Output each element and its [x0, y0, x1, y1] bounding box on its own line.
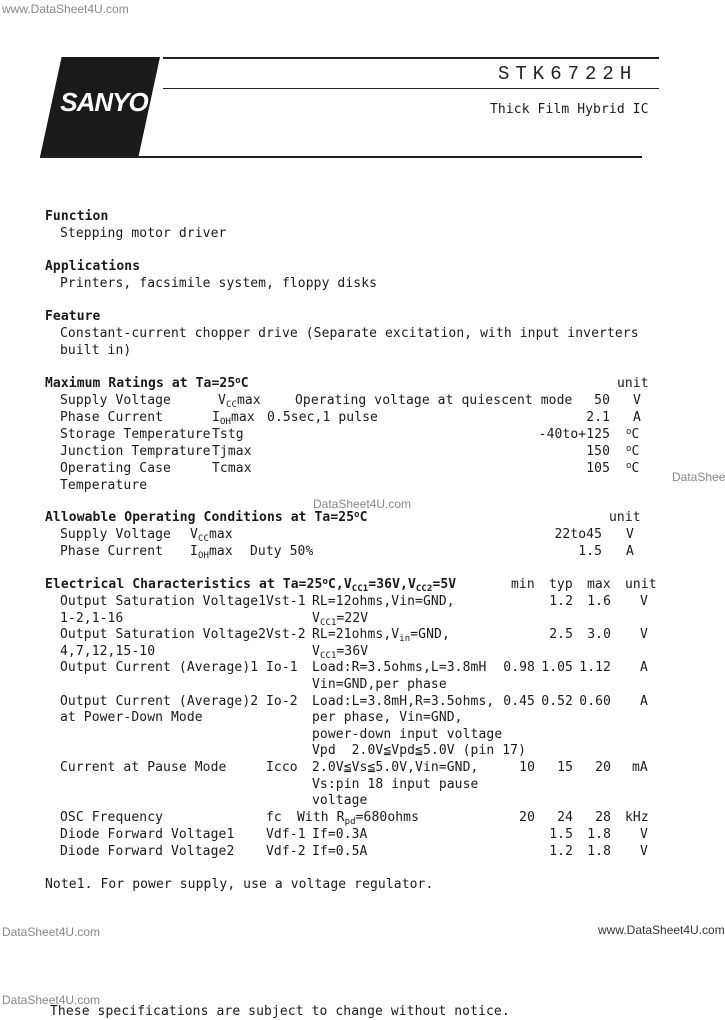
- mr-value: -40to+125: [538, 427, 610, 442]
- ec-cond: Vin=GND,per phase: [312, 677, 447, 692]
- ec-param: 4,7,12,15-10: [60, 644, 156, 659]
- ac-sym: $V_{CC}\max$: [190, 527, 233, 544]
- allowable-heading: Allowable Operating Conditions at $Ta=25^oC$: [45, 510, 368, 525]
- ec-cond: With $R_{pd}=680ohms$: [297, 810, 420, 827]
- electrical-heading: Electrical Characteristics at $Ta=25^oC,V_{CC1}=36V,V_{CC2}=5V$: [45, 577, 457, 594]
- mr-param: Phase Current: [60, 410, 164, 425]
- ec-max: 1.6: [587, 594, 611, 609]
- header-rule-top: [163, 57, 659, 59]
- ec-cond: Load:L=3.8mH,R=3.5ohms,: [312, 694, 495, 709]
- ec-param: at Power-Down Mode: [60, 710, 203, 725]
- ec-max: 1.8: [587, 827, 611, 842]
- ac-unit: V: [626, 527, 634, 542]
- ec-max: 1.8: [587, 844, 611, 859]
- mr-param: Storage Temperature: [60, 427, 211, 442]
- mr-value: 2.1: [586, 410, 610, 425]
- ec-max: 1.12: [579, 660, 611, 675]
- ec-unit: V: [640, 627, 648, 642]
- ec-cond: per phase, Vin=GND,: [312, 710, 463, 725]
- ec-unit: V: [640, 594, 648, 609]
- max-ratings-heading: Maximum Ratings at $Ta=25^oC$: [45, 376, 249, 391]
- ec-cond: RL=12ohms,Vin=GND,: [312, 594, 455, 609]
- ec-unit: V: [640, 827, 648, 842]
- ac-cond: Duty 50%: [250, 544, 314, 559]
- ec-param: Output Current (Average)2: [60, 694, 259, 709]
- mr-cond: Operating voltage at quiescent mode: [295, 393, 573, 408]
- col-max: max: [587, 577, 611, 592]
- mr-cond: 0.5sec,1 pulse: [267, 410, 378, 425]
- mr-value: 150: [586, 444, 610, 459]
- ec-typ: 0.52: [541, 694, 573, 709]
- ac-value: 1.5: [578, 544, 602, 559]
- feature-line-2: built in): [60, 343, 132, 358]
- mr-sym: $I_{OH}\max$: [212, 410, 255, 427]
- mr-unit: V: [633, 393, 641, 408]
- allowable-unit-header: unit: [609, 510, 641, 525]
- ac-param: Phase Current: [60, 544, 164, 559]
- part-number: STK6722H: [498, 63, 638, 85]
- ec-param: Diode Forward Voltage1: [60, 827, 235, 842]
- ec-sym: Io-2: [266, 694, 298, 709]
- ec-min: 0.45: [503, 694, 535, 709]
- mr-sym: Tjmax: [212, 444, 252, 459]
- ec-max: 0.60: [579, 694, 611, 709]
- ec-unit: A: [640, 660, 648, 675]
- ec-cond: Vs:pin 18 input pause: [312, 777, 479, 792]
- function-text: Stepping motor driver: [60, 226, 227, 241]
- ec-sym: Vdf-2: [266, 844, 306, 859]
- ec-sym: Vst-2: [266, 627, 306, 642]
- ec-typ: 1.2: [549, 844, 573, 859]
- feature-line-1: Constant-current chopper drive (Separate excitation, with input inverters: [60, 326, 639, 341]
- ec-typ: 1.2: [549, 594, 573, 609]
- ec-typ: 1.5: [549, 827, 573, 842]
- ec-typ: 24: [557, 810, 573, 825]
- mr-unit: $^o$C: [626, 461, 640, 476]
- mr-param: Temperature: [60, 478, 148, 493]
- ec-sym: Io-1: [266, 660, 298, 675]
- ec-param: OSC Frequency: [60, 810, 164, 825]
- function-heading: Function: [45, 209, 109, 224]
- header-rule-mid: [163, 88, 659, 89]
- watermark-bottom-left: DataSheet4U.com: [2, 925, 101, 939]
- ac-param: Supply Voltage: [60, 527, 171, 542]
- ac-sym: $I_{OH}\max$: [190, 544, 233, 561]
- ac-value: 22to45: [554, 527, 602, 542]
- mr-value: 50: [594, 393, 610, 408]
- mr-param: Operating Case: [60, 461, 171, 476]
- ec-cond: $V_{CC1}=22V$: [312, 611, 369, 628]
- ec-param: Diode Forward Voltage2: [60, 844, 235, 859]
- ec-param: Output Saturation Voltage1: [60, 594, 267, 609]
- watermark-center: DataSheet4U.com: [313, 497, 412, 511]
- ec-min: 10: [519, 760, 535, 775]
- applications-heading: Applications: [45, 259, 141, 274]
- ec-sym: fc: [266, 810, 282, 825]
- ec-typ: 1.05: [541, 660, 573, 675]
- ec-min: 20: [519, 810, 535, 825]
- ec-cond: 2.0V≦Vs≦5.0V,Vin=GND,: [312, 760, 479, 775]
- ec-cond: If=0.5A: [312, 844, 368, 859]
- watermark-bottom-right[interactable]: www.DataSheet4U.com: [598, 923, 725, 937]
- watermark-right: DataShee: [672, 470, 725, 484]
- watermark-top-left[interactable]: www.DataSheet4U.com: [2, 2, 129, 16]
- ec-cond: If=0.3A: [312, 827, 368, 842]
- ec-param: Current at Pause Mode: [60, 760, 227, 775]
- ac-unit: A: [626, 544, 634, 559]
- ec-param: Output Saturation Voltage2: [60, 627, 267, 642]
- mr-sym: $V_{CC}\max$: [218, 393, 261, 410]
- ec-param: 1-2,1-16: [60, 611, 124, 626]
- max-ratings-unit-header: unit: [617, 376, 649, 391]
- mr-sym: Tcmax: [212, 461, 252, 476]
- ec-cond: power-down input voltage: [312, 727, 503, 742]
- ec-min: 0.98: [503, 660, 535, 675]
- col-typ: typ: [549, 577, 573, 592]
- logo-text: SANYO: [60, 87, 148, 117]
- ec-cond: voltage: [312, 793, 368, 808]
- ec-max: 28: [595, 810, 611, 825]
- note: Note1. For power supply, use a voltage regulator.: [45, 877, 434, 892]
- ec-unit: mA: [632, 760, 648, 775]
- mr-unit: $^o$C: [626, 427, 640, 442]
- ec-max: 20: [595, 760, 611, 775]
- header-rule-bottom: [40, 156, 642, 158]
- ec-sym: Vdf-1: [266, 827, 306, 842]
- footer-partial: These specifications are subject to change without notice.: [50, 1004, 510, 1019]
- ec-cond: $V_{CC1}=36V$: [312, 644, 369, 661]
- mr-unit: $^o$C: [626, 444, 640, 459]
- ec-max: 3.0: [587, 627, 611, 642]
- ec-unit: V: [640, 844, 648, 859]
- mr-unit: A: [633, 410, 641, 425]
- col-unit: unit: [625, 577, 657, 592]
- ec-cond: $RL=21ohms,V_{in}=GND$,: [312, 627, 450, 644]
- ec-cond: Load:R=3.5ohms,L=3.8mH: [312, 660, 487, 675]
- ec-sym: Vst-1: [266, 594, 306, 609]
- ec-cond: Vpd 2.0V≦Vpd≦5.0V (pin 17): [312, 743, 527, 758]
- ec-typ: 15: [557, 760, 573, 775]
- mr-sym: Tstg: [212, 427, 244, 442]
- subtitle: Thick Film Hybrid IC: [490, 102, 649, 117]
- feature-heading: Feature: [45, 309, 101, 324]
- mr-param: Supply Voltage: [60, 393, 171, 408]
- watermark-bottom-left-2: DataSheet4U.com: [2, 993, 101, 1007]
- ec-param: Output Current (Average)1: [60, 660, 259, 675]
- ec-typ: 2.5: [549, 627, 573, 642]
- ec-sym: Icco: [266, 760, 298, 775]
- ec-unit: kHz: [625, 810, 649, 825]
- applications-text: Printers, facsimile system, floppy disks: [60, 276, 378, 291]
- mr-param: Junction Temprature: [60, 444, 211, 459]
- mr-value: 105: [586, 461, 610, 476]
- ec-unit: A: [640, 694, 648, 709]
- col-min: min: [511, 577, 535, 592]
